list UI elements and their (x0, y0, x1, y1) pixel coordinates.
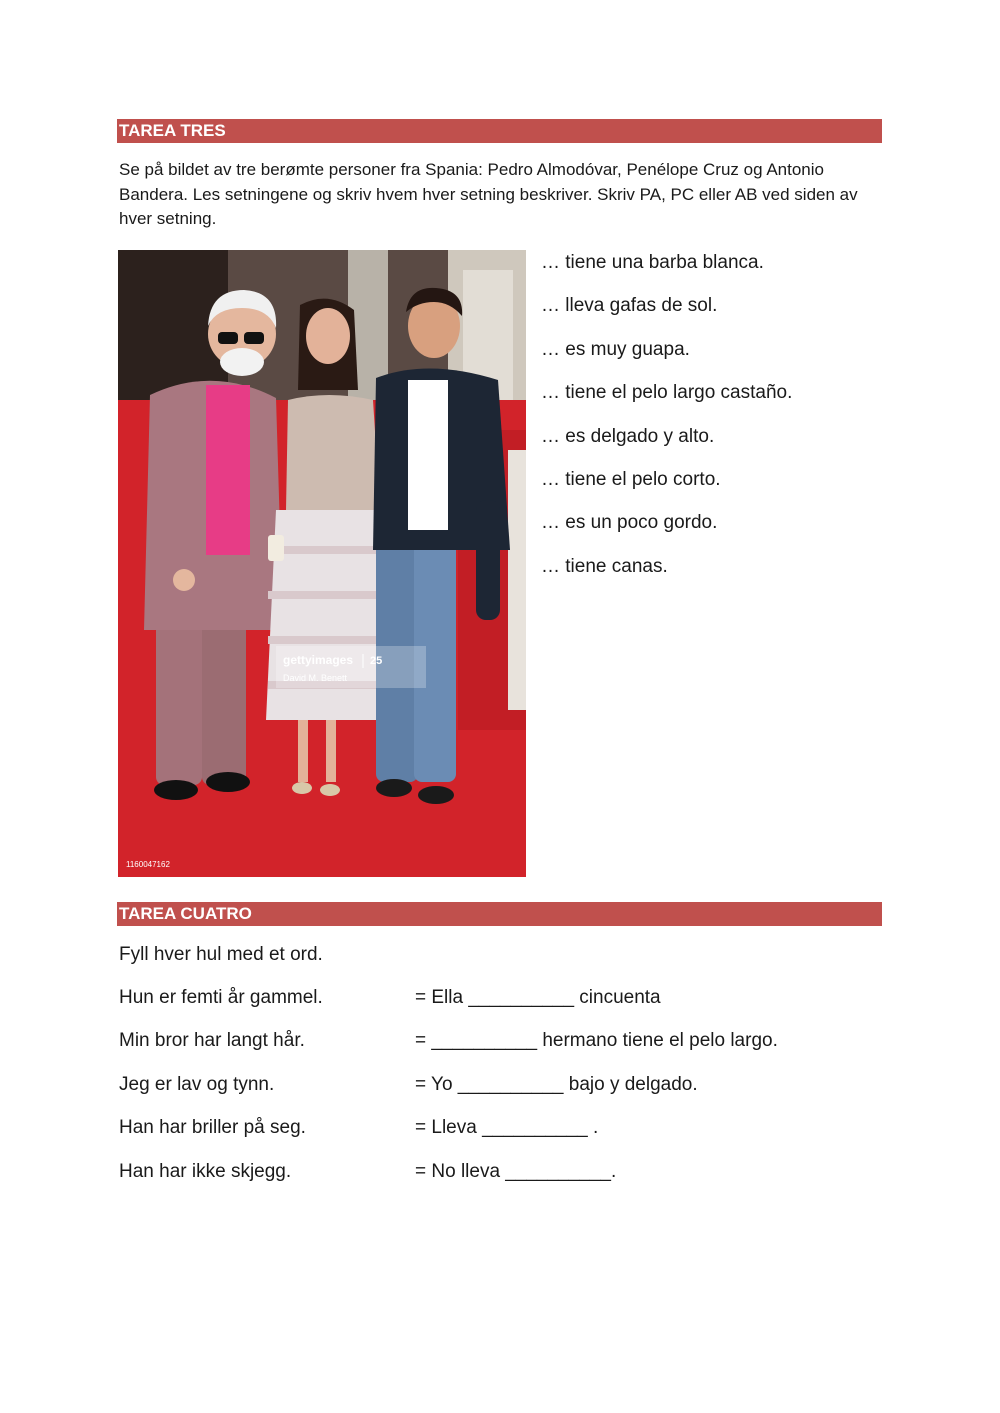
spanish-gap-sentence: = No lleva __________. (415, 1160, 617, 1182)
fill-in-exercise (119, 985, 879, 1202)
exercise-row (119, 1115, 879, 1158)
watermark-badge: 25 (370, 655, 383, 667)
sentence-item: … tiene una barba blanca. (541, 252, 764, 273)
sentence-item: … tiene canas. (541, 555, 668, 577)
watermark-brand: gettyimages (283, 653, 354, 667)
sentence-item: … lleva gafas de sol. (541, 295, 718, 317)
spanish-gap-sentence: = __________ hermano tiene el pelo largo. (415, 1030, 778, 1052)
sentence-item: … es delgado y alto. (541, 425, 715, 447)
exercise-row (119, 1159, 879, 1202)
task3-instructions: Se på bildet av tre berømte personer fra Spania: Pedro Almodóvar, Penélope Cruz og Antonio Bandera. Les setningene og skriv hvem hver setning beskriver. Skriv PA, PC eller AB ved siden av hver setning. (119, 160, 858, 228)
task4-heading: TAREA CUATRO (117, 902, 882, 926)
sentence-item: … es muy guapa. (541, 338, 690, 360)
task4-instructions: Fyll hver hul med et ord. (119, 944, 323, 965)
sentence-item: … es un poco gordo. (541, 512, 718, 534)
spanish-gap-sentence: = Lleva __________ . (415, 1117, 599, 1139)
norwegian-sentence: Min bror har langt hår. (119, 1030, 305, 1052)
image-number: 1160047162 (126, 860, 170, 869)
watermark-credit: David M. Benett (283, 673, 348, 683)
norwegian-sentence: Jeg er lav og tynn. (119, 1073, 275, 1095)
norwegian-sentence: Hun er femti år gammel. (119, 987, 323, 1008)
task3-heading: TAREA TRES (117, 119, 882, 143)
sentence-item: … tiene el pelo corto. (541, 468, 721, 490)
getty-watermark (276, 646, 426, 688)
exercise-row (119, 1028, 879, 1071)
sentence-list (541, 250, 792, 597)
exercise-row (119, 985, 879, 1028)
norwegian-sentence: Han har ikke skjegg. (119, 1160, 292, 1182)
sentence-item: … tiene el pelo largo castaño. (541, 382, 793, 404)
spanish-gap-sentence: = Ella __________ cincuenta (415, 987, 661, 1008)
spanish-gap-sentence: = Yo __________ bajo y delgado. (415, 1073, 698, 1095)
exercise-row (119, 1072, 879, 1115)
celebrity-photo (118, 250, 526, 877)
norwegian-sentence: Han har briller på seg. (119, 1117, 306, 1139)
